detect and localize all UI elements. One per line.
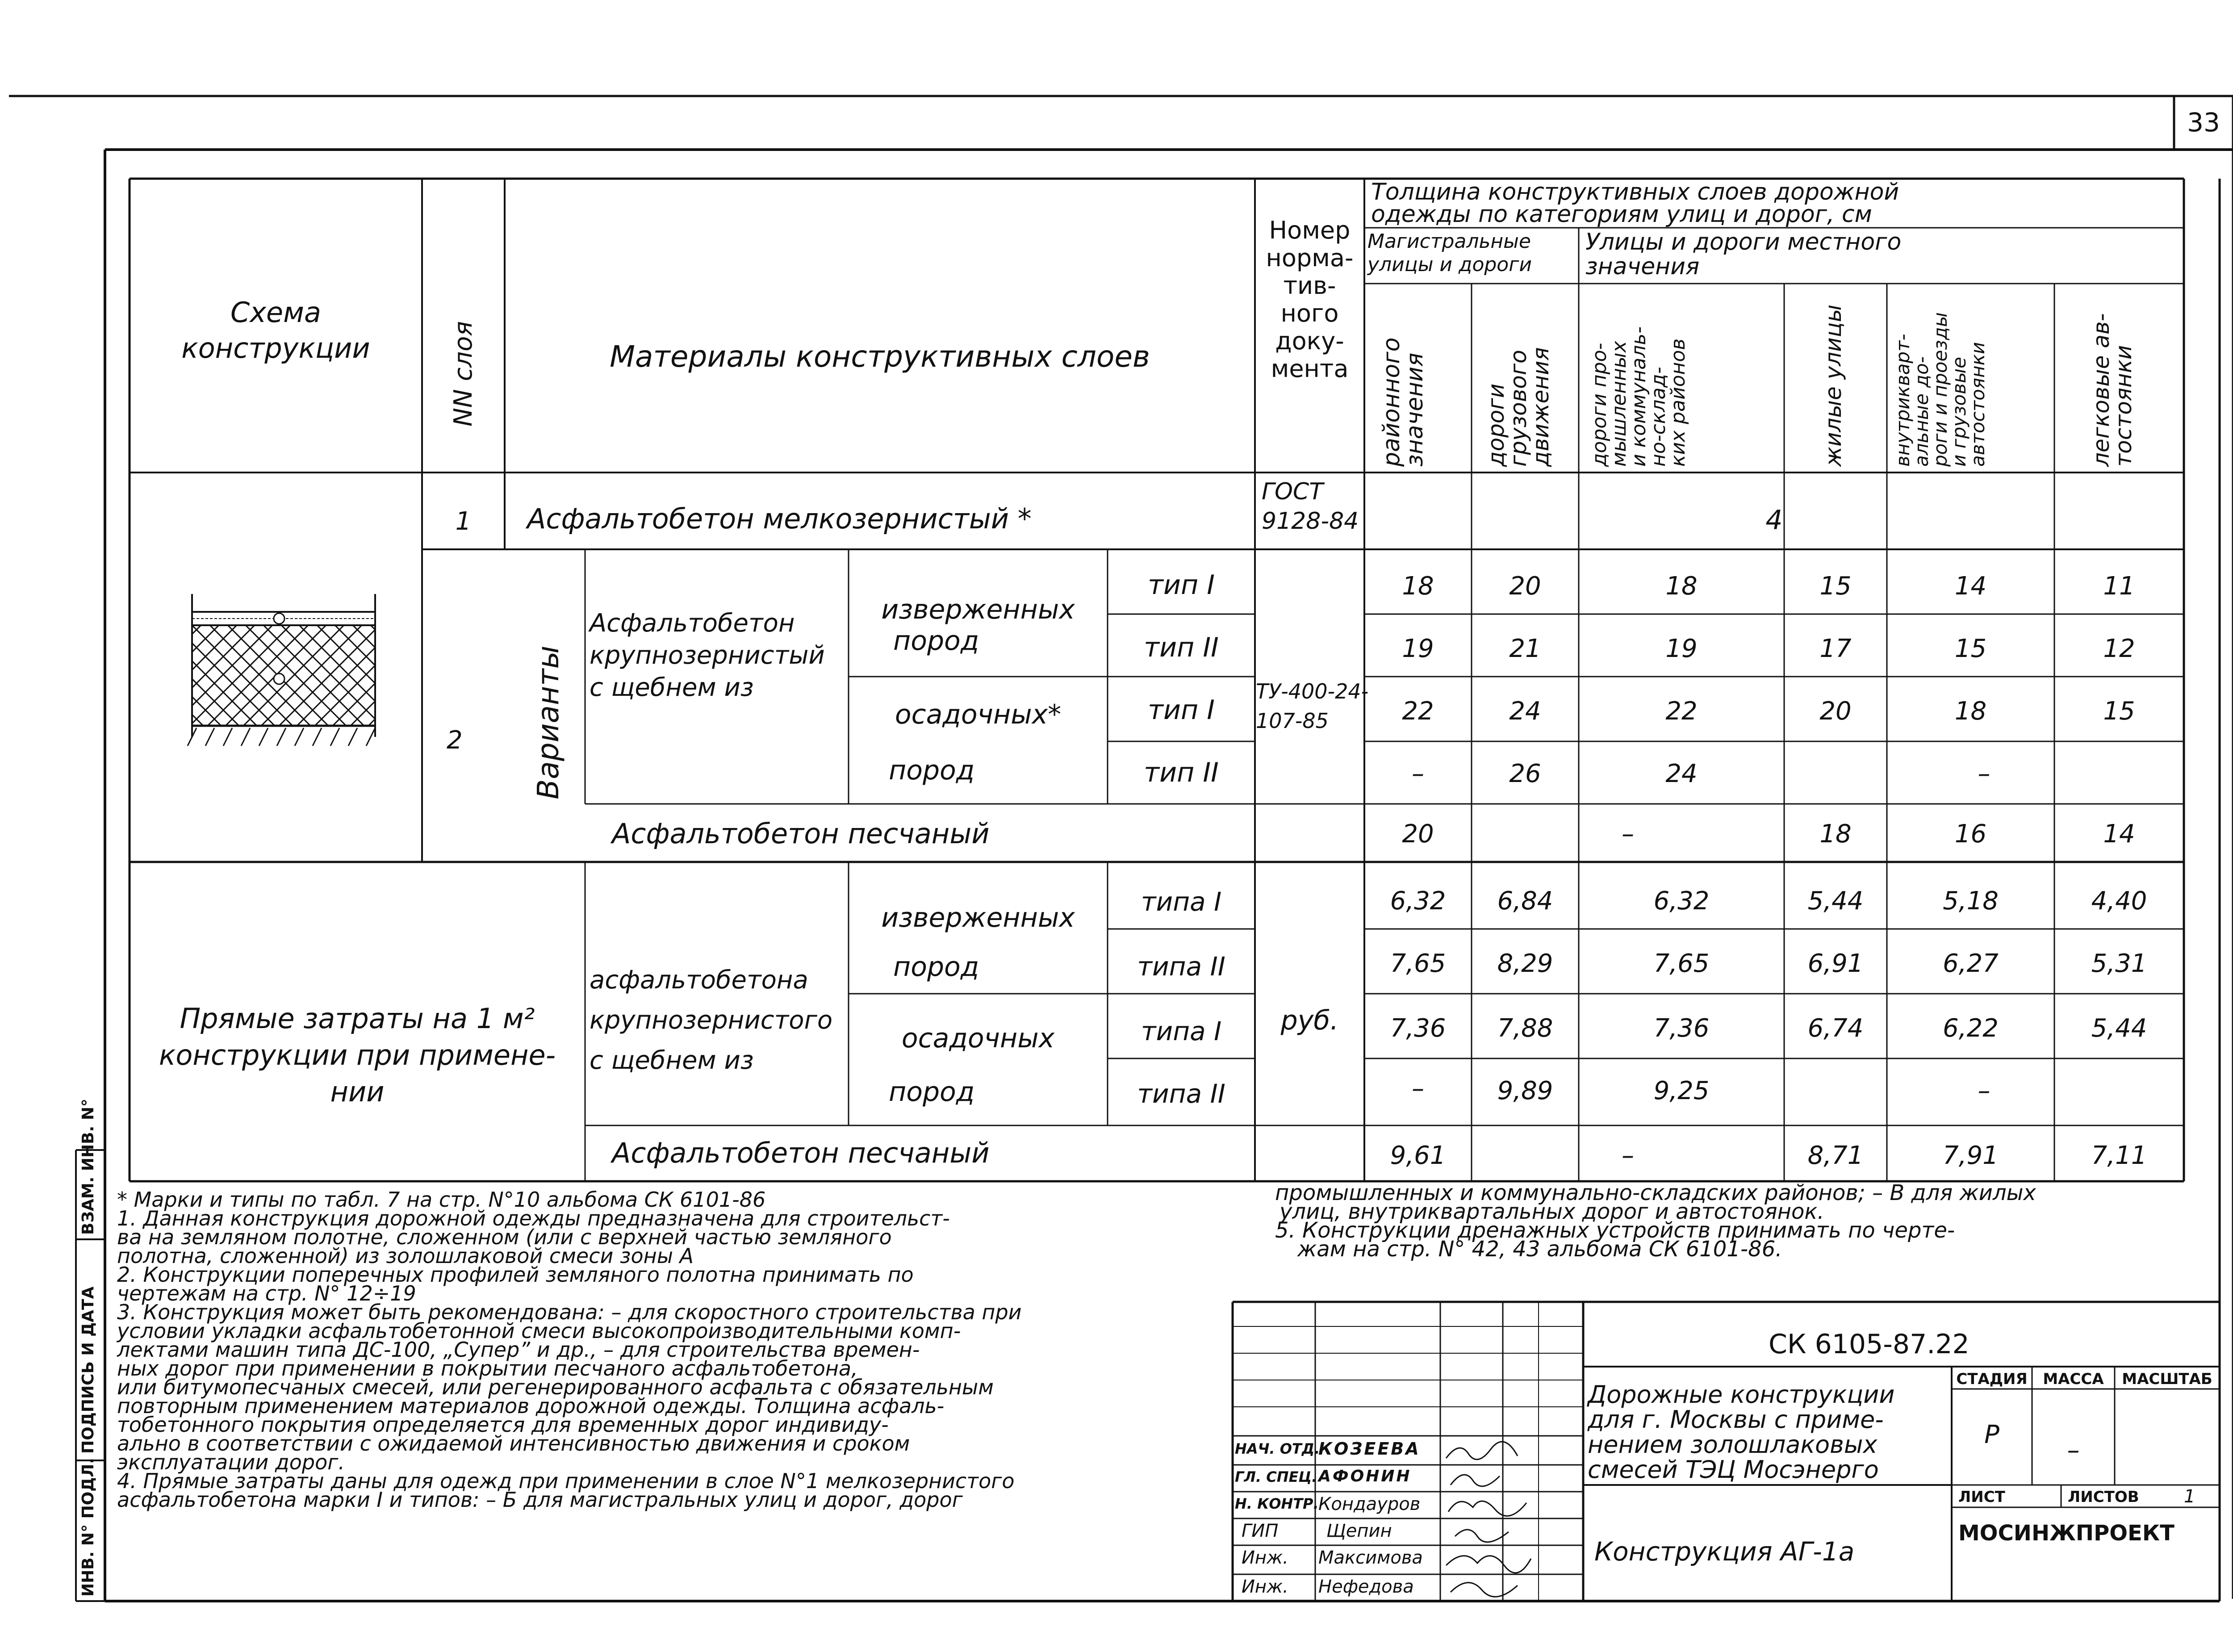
header-layer-no: NN слоя [449,321,478,427]
header-norm-doc: Номер норма- тив- ного доку- мента [1266,216,1354,383]
stamp-role-6: Инж. [1242,1577,1288,1597]
header-thickness: Толщина конструктивных слоев дорожной одежды по категориям улиц и дорог, см [1371,179,1899,228]
costs-coarse: асфальтобетона крупнозернистого с щебнем из [590,966,833,1075]
costs-title: Прямые затраты на 1 м² конструкции при примене- нии [159,1002,556,1108]
row2-igneous: изверженных [881,594,1075,625]
stamp-stage-label: СТАДИЯ [1956,1370,2028,1388]
row2-type2-b: тип II [1144,757,1219,788]
road-section-scheme [179,594,393,764]
row2-igneous-rock: пород [893,625,979,657]
stamp-mass-label: МАССА [2043,1370,2104,1388]
costs-sedimentary: осадочных [901,1023,1055,1054]
costs-type2-b: типа II [1137,1079,1225,1109]
header-main-streets: Магистральные улицы и дороги [1367,230,1532,276]
costs-unit: руб. [1280,1005,1339,1036]
signatures [1442,1436,1538,1601]
row1-material: Асфальтобетон мелкозернистый * [527,502,1032,535]
row2-no: 2 [447,726,463,755]
header-col-district: районного значения [1378,337,1428,467]
costs-sedimentary-rock: пород [889,1076,975,1108]
side-label-replaced-inv: ВЗАМ. ИНВ. N° [79,1099,97,1235]
header-col-freight: дороги грузового движения [1483,347,1554,467]
stamp-stage: Р [1984,1420,1999,1449]
costs-igneous: изверженных [881,902,1075,933]
notes-right: промышленных и коммунально-складских районов; – В для жилых улиц, внутриквартальных дорог и автостоянок. 5. Конструкции дренажных устройств принимать по черте- жам на стр. N° 42, 43 альбома СК 6101-86. [1275,1180,2036,1262]
row2-type1-a: тип I [1148,569,1215,601]
header-col-residential: жилые улицы [1820,304,1846,467]
stamp-sheets-label: ЛИСТОВ [2068,1488,2139,1506]
stamp-construction-name: Конструкция АГ-1а [1594,1536,1855,1567]
stamp-role-3: Н. КОНТР. [1235,1495,1319,1512]
side-label-signature-date: ПОДПИСЬ И ДАТА [79,1286,97,1454]
row2-sedimentary: осадочных* [895,699,1062,730]
stamp-sheets: 1 [2184,1486,2195,1507]
side-label-inv-original: ИНВ. N° ПОДЛ. [79,1458,97,1597]
stamp-name-5: Максимова [1318,1547,1423,1568]
header-col-intra-quarter: внутрикварт- альные до- роги и проезды и грузовые автостоянки [1892,312,1989,467]
notes-left: * Марки и типы по табл. 7 на стр. N°10 альбома СК 6101-86 1. Данная конструкция дорожной одежды предназначена для строительст- ва на земляном полотне, сложенном (или с верхней частью земляного полотна, сложенной) из золошлаковой смеси зоны А 2. Конструкции поперечных профилей земляного полотна принимать по чертежам на стр. N° 12÷19 3. Конструкция может быть рекомендована: – для скоростного строительства при условии укладки асфальтобетонной смеси высокопроизводительными комп- лектами машин типа ДС-100, „Супер” и др., – для строительства времен- ных дорог при применении в покрытии песчаного асфальтобетона, или битумопесчаных смесей, или регенерированного асфальта с обязательным повторным применением материалов дорожной одежды. Толщина асфаль- тобетонного покрытия определяется для временных дорог индивиду- ально в соответствии с ожидаемой интенсивностью движения и сроком эксплуатации дорог. 4. Прямые затраты даны для одежд при применении в слое N°1 мелкозернистого асфальтобетона марки I и типов: – Б для магистральных улиц и дорог, дорог [117,1188,1022,1512]
row1-value: 4 [1765,505,1783,536]
stamp-name-6: Нефедова [1318,1577,1414,1597]
stamp-scale: – [2067,1436,2080,1465]
stamp-name-3: Кондауров [1318,1494,1421,1514]
stamp-scale-label: МАСШТАБ [2122,1370,2212,1388]
costs-type1-a: типа I [1141,887,1222,917]
row2-sedimentary-rock: пород [889,755,975,786]
header-materials: Материалы конструктивных слоев [610,339,1150,374]
page-number: 33 [2187,107,2220,138]
costs-igneous-rock: пород [893,951,979,983]
row2-variants: Варианты [531,645,565,799]
stamp-organization: МОСИНЖПРОЕКТ [1958,1521,2174,1546]
costs-type2-a: типа II [1137,951,1225,982]
stamp-title: Дорожные конструкции для г. Москвы с приме- нением золошлаковых смесей ТЭЦ Мосэнерго [1588,1380,1895,1484]
header-col-car-parking: легковые ав- тостоянки [2088,313,2137,467]
stamp-role-5: Инж. [1242,1547,1288,1568]
row1-no: 1 [455,507,472,536]
stamp-role-4: ГИП [1242,1521,1279,1541]
costs-sand: Асфальтобетон песчаный [612,1137,990,1169]
stamp-sheet-label: ЛИСТ [1958,1488,2005,1506]
row2-norm: ТУ-400-24- 107-85 [1256,679,1369,733]
stamp-name-4: Щепин [1326,1521,1392,1541]
row2-type1-b: тип I [1148,694,1215,726]
costs-type1-b: типа I [1141,1016,1222,1046]
stamp-name-2: АФОНИН [1318,1467,1412,1485]
stamp-role-2: ГЛ. СПЕЦ. [1235,1468,1317,1485]
stamp-code: СК 6105-87.22 [1769,1329,1970,1360]
row2-type2-a: тип II [1144,632,1219,663]
stamp-name-1: КОЗЕЕВА [1318,1439,1421,1459]
row2-sand: Асфальтобетон песчаный [612,817,990,850]
header-scheme: Схема конструкции [181,296,370,364]
row1-norm: ГОСТ 9128-84 [1262,478,1359,535]
stamp-role-1: НАЧ. ОТД. [1235,1440,1320,1457]
row2-coarse: Асфальтобетон крупнозернистый с щебнем из [590,609,825,702]
header-col-industrial: дороги про- мышленных и коммуналь- но-склад- ких районов [1588,326,1689,467]
header-local-streets: Улицы и дороги местного значения [1585,229,1902,280]
